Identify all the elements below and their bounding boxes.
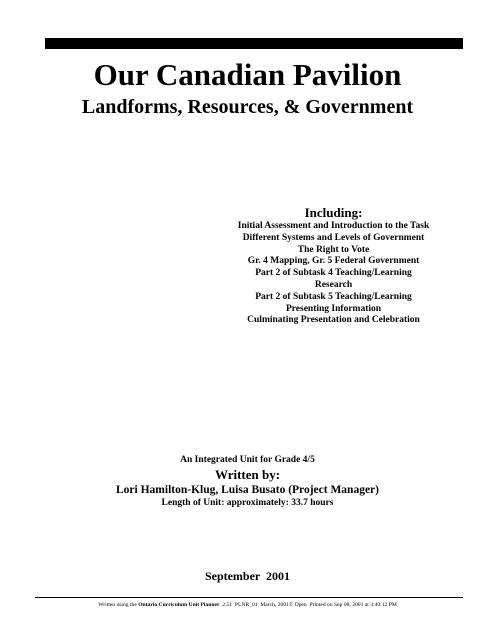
footer-divider (35, 597, 463, 598)
including-heading: Including: (304, 205, 363, 220)
document-title: Our Canadian Pavilion (93, 57, 402, 92)
including-item: The Right to Vote (297, 244, 370, 255)
unit-label: An Integrated Unit for Grade 4/5 (180, 455, 315, 465)
including-item: Part 2 of Subtask 5 Teaching/Learning (255, 291, 412, 302)
authors: Lori Hamilton-Klug, Luisa Busato (Project Manager) (116, 484, 379, 496)
including-item: Gr. 4 Mapping, Gr. 5 Federal Government (247, 256, 420, 267)
footer-suffix: 2.51 PLNR_01 March, 2001© Open Printed on Sep 08, 2001 at 3:40:12 PM (219, 602, 397, 608)
unit-length: Length of Unit: approximately: 33.7 hours (161, 498, 334, 508)
header-bar (45, 38, 463, 49)
written-by-label: Written by: (214, 467, 281, 482)
including-item: Presenting Information (285, 303, 382, 314)
including-item: Part 2 of Subtask 4 Teaching/Learning (255, 268, 412, 279)
publication-date: September 2001 (204, 569, 291, 583)
including-item: Different Systems and Levels of Government (242, 232, 425, 243)
including-item: Initial Assessment and Introduction to the Task (237, 221, 430, 231)
footer-text (0, 601, 495, 609)
including-section (210, 205, 457, 327)
footer-planner-name: Ontario Curriculum Unit Planner (138, 602, 220, 608)
including-list (210, 221, 457, 327)
document-subtitle: Landforms, Resources, & Government (81, 96, 414, 118)
including-item: Culminating Presentation and Celebration (247, 315, 420, 326)
including-item: Research (314, 279, 353, 290)
footer-prefix: Written using the (98, 602, 139, 608)
